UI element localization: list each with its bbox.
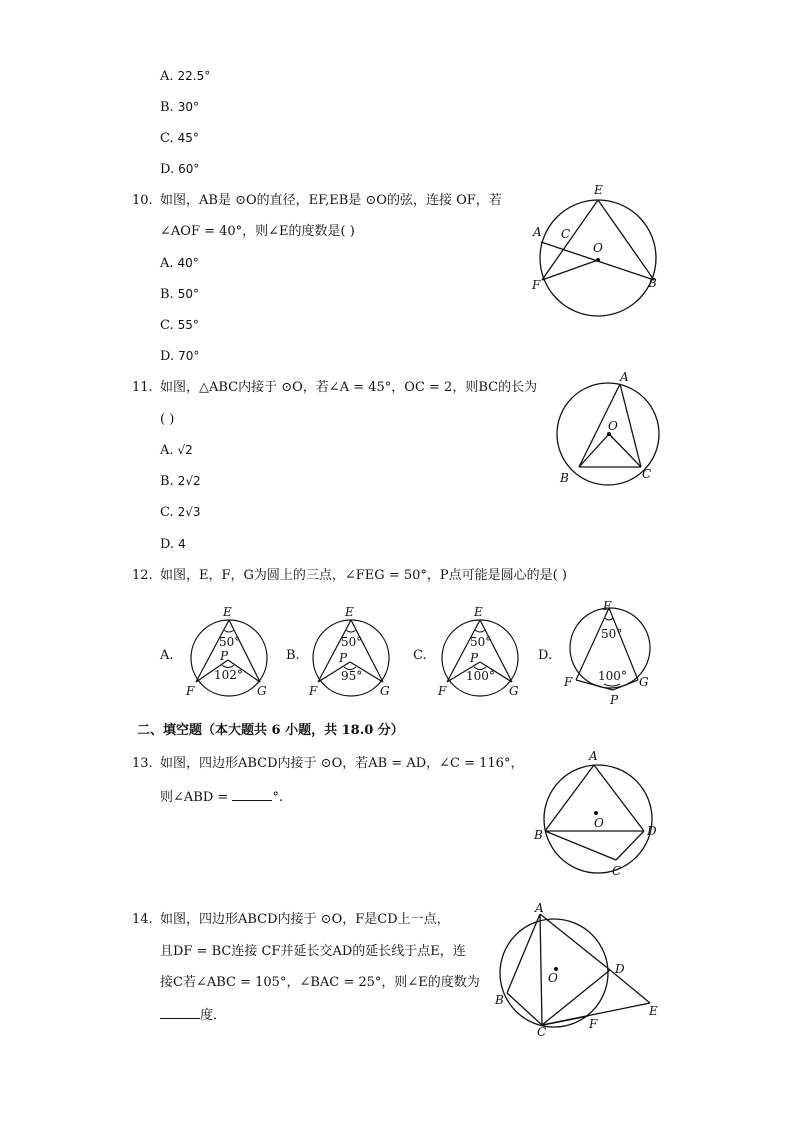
q10-label-f: F xyxy=(532,278,541,292)
q12c-label-f: F xyxy=(438,684,447,698)
q11-label-a: A xyxy=(620,370,629,384)
q13-label-d: D xyxy=(647,824,657,838)
q9-option-b: B. 30° xyxy=(160,100,199,115)
q11-label-o: O xyxy=(608,419,618,433)
q14-number: 14. xyxy=(132,912,153,927)
q13-label-o: O xyxy=(594,816,604,830)
q10-option-b: B. 50° xyxy=(160,287,199,302)
q12-option-b-letter: B. xyxy=(286,648,300,663)
q11-option-c: C. 2√3 xyxy=(160,505,201,520)
q12c-label-g: G xyxy=(509,684,519,698)
q13-stem-line2: 则∠ABD = °. xyxy=(160,790,284,805)
q12c-top-angle: 50° xyxy=(470,635,492,649)
q13-figure xyxy=(530,745,670,885)
q14-label-f: F xyxy=(589,1017,598,1031)
q12d-top-angle: 50° xyxy=(601,627,623,641)
q12c-label-p: P xyxy=(470,651,479,665)
q11-figure xyxy=(548,370,668,490)
q11-label-b: B xyxy=(560,471,569,485)
section-heading: 二、填空题（本大题共 6 小题，共 18.0 分） xyxy=(137,723,404,738)
q11-option-a: A. √2 xyxy=(160,443,193,458)
q14-label-d: D xyxy=(615,962,625,976)
q12c-p-angle: 100° xyxy=(466,669,495,683)
q10-number: 10. xyxy=(132,193,153,208)
q11-label-c: C xyxy=(642,467,652,481)
q12-number: 12. xyxy=(132,568,153,583)
q14-label-a: A xyxy=(535,901,544,915)
q10-stem-line2: ∠AOF = 40°，则∠E的度数是( ) xyxy=(160,224,355,239)
q12b-p-angle: 95° xyxy=(341,669,363,683)
q12b-label-e: E xyxy=(345,605,354,619)
q14-stem-line3: 接C若∠ABC = 105°，∠BAC = 25°，则∠E的度数为 xyxy=(160,975,480,990)
q13-label-b: B xyxy=(534,828,543,842)
q11-option-b: B. 2√2 xyxy=(160,474,201,489)
q12d-label-p: P xyxy=(610,693,619,707)
q12d-p-angle: 100° xyxy=(598,669,627,683)
q14-figure xyxy=(490,898,670,1048)
q12a-label-g: G xyxy=(257,684,267,698)
q12b-top-angle: 50° xyxy=(341,635,363,649)
q14-label-c: C xyxy=(537,1025,547,1039)
q12a-label-f: F xyxy=(186,684,195,698)
q11-number: 11. xyxy=(132,380,153,395)
q10-option-a: A. 40° xyxy=(160,256,199,271)
q12b-label-g: G xyxy=(380,684,390,698)
q12a-top-angle: 50° xyxy=(219,635,241,649)
q13-label-c: C xyxy=(612,864,622,878)
q14-label-e: E xyxy=(649,1004,658,1018)
q14-answer-blank[interactable] xyxy=(160,1006,200,1019)
q13-stem-line1: 如图，四边形ABCD内接于 ⊙O，若AB = AD，∠C = 116°， xyxy=(160,756,524,771)
q10-stem-line1: 如图，AB是 ⊙O的直径，EF,EB是 ⊙O的弦，连接 OF，若 xyxy=(160,193,502,208)
q14-stem-line2: 且DF = BC连接 CF并延长交AD的延长线于点E，连 xyxy=(160,944,466,959)
q12-option-d-letter: D. xyxy=(538,648,553,663)
q12d-label-e: E xyxy=(603,599,612,613)
q9-option-d: D. 60° xyxy=(160,162,200,177)
q12a-label-p: P xyxy=(220,649,229,663)
q12b-label-f: F xyxy=(309,684,318,698)
q9-option-a: A. 22.5° xyxy=(160,69,211,84)
q12-figure-b xyxy=(303,600,403,700)
q11-stem-line2: ( ) xyxy=(160,412,175,427)
q11-option-d: D. 4 xyxy=(160,537,186,552)
q10-figure xyxy=(528,180,668,320)
q13-answer-blank[interactable] xyxy=(232,788,272,801)
q10-option-d: D. 70° xyxy=(160,349,200,364)
q14-stem-line1: 如图，四边形ABCD内接于 ⊙O，F是CD上一点， xyxy=(160,912,450,927)
q10-label-e: E xyxy=(594,183,603,197)
q10-label-b: B xyxy=(648,276,657,290)
q12d-label-f: F xyxy=(564,675,573,689)
q14-label-o: O xyxy=(548,971,558,985)
q12-figure-d xyxy=(560,600,670,710)
q12b-label-p: P xyxy=(339,651,348,665)
q10-label-a: A xyxy=(533,225,542,239)
q13-number: 13. xyxy=(132,756,153,771)
q12-figure-c xyxy=(432,600,532,700)
q12c-label-e: E xyxy=(474,605,483,619)
q14-label-b: B xyxy=(495,993,504,1007)
q10-label-c: C xyxy=(561,227,571,241)
q12-figure-a xyxy=(180,600,280,700)
q12-option-c-letter: C. xyxy=(413,648,427,663)
q10-option-c: C. 55° xyxy=(160,318,199,333)
q12a-label-e: E xyxy=(223,605,232,619)
q12d-label-g: G xyxy=(639,675,649,689)
q14-stem-line4: 度． xyxy=(160,1006,226,1024)
q12-option-a-letter: A. xyxy=(160,648,174,663)
q12-stem: 如图，E，F，G为圆上的三点，∠FEG = 50°，P点可能是圆心的是( ) xyxy=(160,568,567,583)
q12a-p-angle: 102° xyxy=(214,668,243,682)
q13-label-a: A xyxy=(589,749,598,763)
q11-stem-line1: 如图，△ABC内接于 ⊙O，若∠A = 45°，OC = 2，则BC的长为 xyxy=(160,380,538,395)
q9-option-c: C. 45° xyxy=(160,131,199,146)
q10-label-o: O xyxy=(593,241,603,255)
